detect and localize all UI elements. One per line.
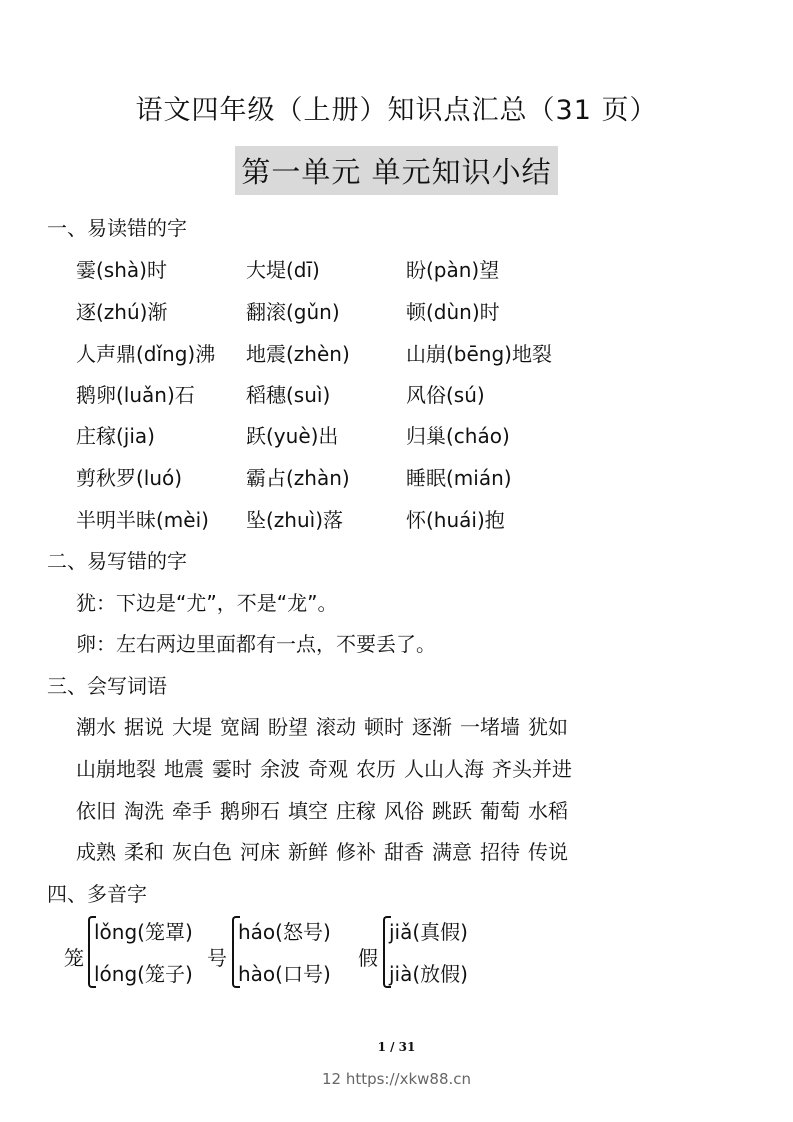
word: 填空 <box>288 799 328 823</box>
word: 余波 <box>260 757 300 781</box>
word: 传说 <box>528 840 568 864</box>
word: 霎时 <box>212 757 252 781</box>
misread-item: 庄稼(jia) <box>76 424 155 448</box>
polyphone-reading: jiǎ(真假) <box>389 920 468 944</box>
polyphone-group <box>207 912 347 994</box>
misread-item: 霎(shà)时 <box>76 258 167 282</box>
polyphone-reading: jià(放假) <box>389 962 468 986</box>
polyphone-group <box>64 912 214 994</box>
word: 淘洗 <box>124 799 164 823</box>
word: 招待 <box>480 840 520 864</box>
misread-item: 坠(zhuì)落 <box>246 508 344 532</box>
word: 地震 <box>164 757 204 781</box>
misread-item: 怀(huái)抱 <box>406 508 505 532</box>
word: 甜香 <box>384 840 424 864</box>
miswrite-note: 卵：左右两边里面都有一点，不要丢了。 <box>76 632 436 656</box>
misread-item: 逐(zhú)渐 <box>76 300 168 324</box>
word: 宽阔 <box>220 715 260 739</box>
word: 山崩地裂 <box>76 757 156 781</box>
section-heading-words: 三、会写词语 <box>47 674 167 698</box>
unit-title-wrap <box>0 146 793 195</box>
word: 犹如 <box>528 715 568 739</box>
word: 农历 <box>356 757 396 781</box>
miswrite-note: 犹：下边是“尤”，不是“龙”。 <box>76 591 338 615</box>
section-heading-misread: 一、易读错的字 <box>47 216 187 240</box>
word: 据说 <box>124 715 164 739</box>
word-row <box>76 795 576 824</box>
word: 顿时 <box>364 715 404 739</box>
misread-item: 大堤(dī) <box>246 258 320 282</box>
misread-item: 盼(pàn)望 <box>406 258 500 282</box>
page-number: 1 / 31 <box>377 1040 416 1054</box>
polyphone-char: 假 <box>358 946 378 970</box>
word: 鹅卵石 <box>220 799 280 823</box>
polyphone-char: 笼 <box>64 946 84 970</box>
misread-item: 人声鼎(dǐng)沸 <box>76 342 216 366</box>
polyphone-reading: lǒng(笼罩) <box>94 920 193 944</box>
word: 一堵墙 <box>460 715 520 739</box>
word: 跳跃 <box>432 799 472 823</box>
misread-item: 睡眠(mián) <box>406 466 512 490</box>
word: 柔和 <box>124 840 164 864</box>
misread-item: 跃(yuè)出 <box>246 424 339 448</box>
word: 潮水 <box>76 715 116 739</box>
word: 齐头并进 <box>492 757 572 781</box>
unit-title: 第一单元 单元知识小结 <box>235 146 557 195</box>
word: 修补 <box>336 840 376 864</box>
word: 水稻 <box>528 799 568 823</box>
misread-item: 霸占(zhàn) <box>246 466 350 490</box>
word: 牵手 <box>172 799 212 823</box>
misread-item: 归巢(cháo) <box>406 424 510 448</box>
footer-link[interactable]: 12 https://xkw88.cn <box>321 1070 472 1088</box>
word: 人山人海 <box>404 757 484 781</box>
word: 依旧 <box>76 799 116 823</box>
misread-item: 翻滚(gǔn) <box>246 300 340 324</box>
misread-item: 顿(dùn)时 <box>406 300 500 324</box>
word: 盼望 <box>268 715 308 739</box>
word: 满意 <box>432 840 472 864</box>
word: 葡萄 <box>480 799 520 823</box>
misread-item: 地震(zhèn) <box>246 342 350 366</box>
polyphone-char: 号 <box>207 946 227 970</box>
polyphone-group <box>358 912 498 994</box>
word-row <box>76 711 576 740</box>
word-row <box>76 753 580 782</box>
section-heading-miswrite: 二、易写错的字 <box>47 549 187 573</box>
polyphone-reading: hào(口号) <box>238 962 331 986</box>
word: 河床 <box>240 840 280 864</box>
section-heading-polyphones: 四、多音字 <box>47 882 147 906</box>
word: 成熟 <box>76 840 116 864</box>
word: 风俗 <box>384 799 424 823</box>
word: 大堤 <box>172 715 212 739</box>
word: 滚动 <box>316 715 356 739</box>
misread-item: 剪秋罗(luó) <box>76 466 183 490</box>
polyphone-reading: háo(怒号) <box>238 920 331 944</box>
word-row <box>76 836 576 865</box>
word: 奇观 <box>308 757 348 781</box>
misread-item: 风俗(sú) <box>406 383 485 407</box>
word: 逐渐 <box>412 715 452 739</box>
polyphone-reading: lóng(笼子) <box>94 962 193 986</box>
misread-item: 半明半昧(mèi) <box>76 508 209 532</box>
word: 灰白色 <box>172 840 232 864</box>
misread-item: 稻穗(suì) <box>246 383 331 407</box>
document-title: 语文四年级（上册）知识点汇总（31 页） <box>135 95 658 126</box>
misread-item: 鹅卵(luǎn)石 <box>76 383 195 407</box>
word: 庄稼 <box>336 799 376 823</box>
word: 新鲜 <box>288 840 328 864</box>
misread-item: 山崩(bēng)地裂 <box>406 342 552 366</box>
